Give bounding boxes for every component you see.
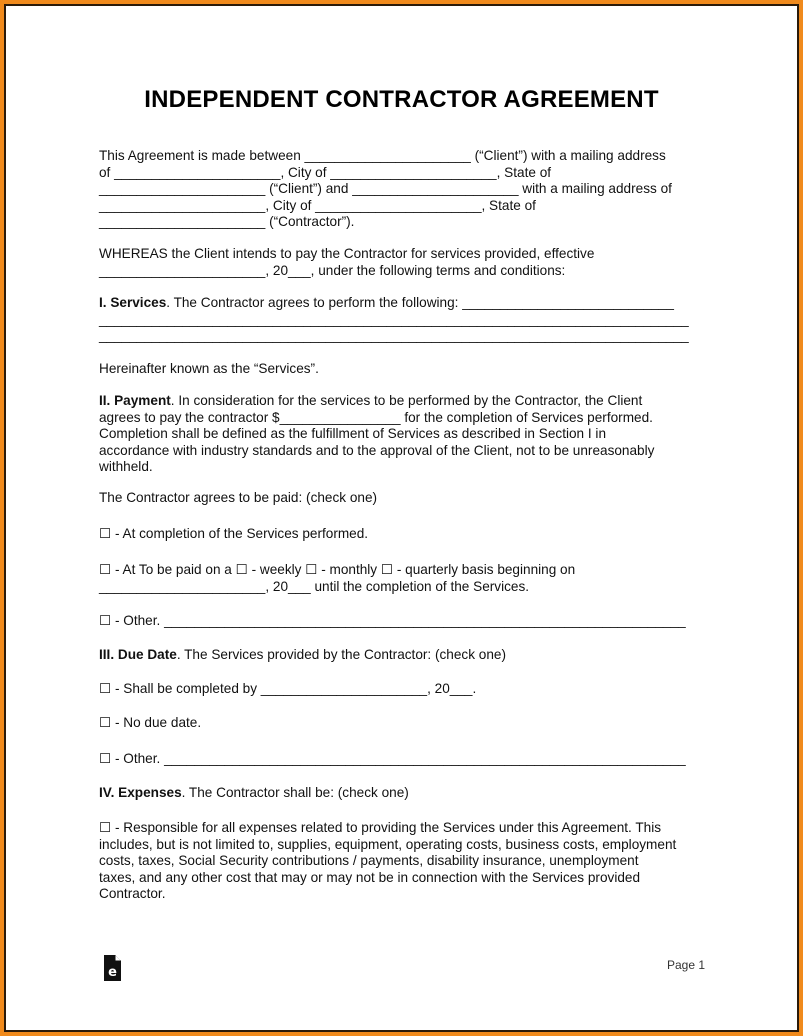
section-heading: IV. Expenses: [99, 785, 182, 800]
paragraph-line: [99, 526, 719, 543]
line-text: The Contractor agrees to be paid: (check one): [99, 490, 378, 505]
paragraph-line: [99, 393, 719, 410]
paragraph-line: [99, 853, 719, 870]
line-text: withheld.: [99, 459, 153, 474]
line-text: includes, but is not limited to, supplies, equipment, operating costs, business costs, employment: [99, 836, 677, 852]
line-text: ☐ - At To be paid on a ☐ - weekly ☐ - monthly ☐ - quarterly basis beginning on: [99, 562, 576, 577]
paragraph-line: [99, 820, 719, 837]
paragraph-line: [99, 214, 719, 231]
paragraph-line: [99, 886, 719, 903]
line-text: . The Services provided by the Contractor: (check one): [176, 647, 506, 662]
line-text: agrees to pay the contractor $________________ for the completion of Services performed.: [99, 409, 653, 425]
line-text: ☐ - At completion of the Services performed.: [99, 526, 369, 541]
due-date-section: [99, 647, 719, 664]
eforms-logo-icon: [104, 955, 121, 981]
document-title: INDEPENDENT CONTRACTOR AGREEMENT: [144, 86, 659, 113]
paragraph-line: [99, 613, 719, 630]
services-definition: [99, 361, 719, 378]
paragraph-line: [99, 148, 719, 165]
expenses-section: [99, 785, 719, 802]
line-text: Contractor.: [99, 886, 166, 901]
paragraph-line: [99, 579, 719, 596]
paragraph-line: [99, 681, 719, 698]
paragraph-line: [99, 870, 719, 887]
line-text: . The Contractor shall be: (check one): [181, 785, 409, 800]
paragraph-line: [99, 751, 719, 768]
paragraph-line: [99, 246, 719, 263]
paragraph-line: [99, 426, 719, 443]
line-text: ☐ - No due date.: [99, 715, 202, 730]
line-text: WHEREAS the Client intends to pay the Contractor for services provided, effective: [99, 246, 595, 261]
page-number: Page 1: [667, 958, 706, 972]
paragraph-line: [99, 312, 719, 329]
payment-option-other: [99, 613, 719, 630]
line-text: ______________________, 20___, under the following terms and conditions:: [99, 262, 566, 278]
due-date-option-other: [99, 751, 719, 768]
paragraph-line: [99, 328, 719, 345]
line-text: costs, taxes, Social Security contributions / payments, disability insurance, unemployment: [99, 853, 639, 868]
paragraph-line: [99, 459, 719, 476]
paragraph-line: [99, 837, 719, 854]
payment-option-periodic: [99, 562, 719, 595]
line-text: ______________________ (“Client”) and ______________________ with a mailing address of: [99, 181, 672, 196]
payment-section: [99, 393, 719, 476]
line-text: This Agreement is made between ______________________ (“Client”) with a mailing address: [99, 148, 666, 163]
paragraph-line: [99, 443, 719, 460]
payment-option-completion: [99, 526, 719, 543]
line-text: ______________________, City of ______________________, State of: [99, 197, 536, 213]
line-text: ☐ - Other. _____________________________________________________________________: [99, 751, 686, 766]
line-text: accordance with industry standards and to the approval of the Client, not to be unreasonably: [99, 442, 655, 458]
line-text: . In consideration for the services to be performed by the Contractor, the Client: [170, 393, 643, 408]
due-date-option-completed-by: [99, 681, 719, 698]
whereas-paragraph: [99, 246, 719, 279]
paragraph-line: [99, 361, 719, 378]
paragraph-line: [99, 263, 719, 280]
section-heading: III. Due Date: [99, 647, 177, 662]
paragraph-line: [99, 490, 719, 507]
paragraph-line: [99, 181, 719, 198]
line-text: . The Contractor agrees to perform the following: ____________________________: [166, 295, 674, 310]
paragraph-line: [99, 647, 719, 664]
intro-paragraph: [99, 148, 719, 231]
due-date-option-none: [99, 715, 719, 732]
line-text: taxes, and any other cost that may or may not be in connection with the Services provided: [99, 869, 641, 885]
line-text: Completion shall be defined as the fulfillment of Services as described in Section I in: [99, 426, 607, 441]
paragraph-line: [99, 562, 719, 579]
line-text: ☐ - Shall be completed by ______________________, 20___.: [99, 681, 477, 696]
line-text: ☐ - Other. _____________________________________________________________________: [99, 613, 686, 628]
paragraph-line: [99, 715, 719, 732]
paragraph-line: [99, 410, 719, 427]
payment-terms-heading: [99, 490, 719, 507]
line-text: ______________________________________________________________________________: [99, 328, 689, 343]
paragraph-line: [99, 165, 719, 182]
line-text: Hereinafter known as the “Services”.: [99, 361, 319, 376]
line-text: ______________________, 20___ until the completion of the Services.: [99, 578, 530, 594]
line-text: ______________________________________________________________________________: [99, 311, 689, 327]
line-text: of ______________________, City of ______________________, State of: [99, 164, 552, 180]
expenses-option-responsible: [99, 820, 719, 903]
paragraph-line: [99, 198, 719, 215]
paragraph-line: [99, 295, 719, 312]
section-heading: II. Payment: [99, 393, 171, 408]
line-text: ☐ - Responsible for all expenses related to providing the Services under this Agreement. This: [99, 820, 662, 835]
line-text: ______________________ (“Contractor”).: [99, 214, 355, 229]
services-section: [99, 295, 719, 345]
svg-text:e: e: [108, 965, 117, 980]
paragraph-line: [99, 785, 719, 802]
section-heading: I. Services: [99, 295, 167, 310]
